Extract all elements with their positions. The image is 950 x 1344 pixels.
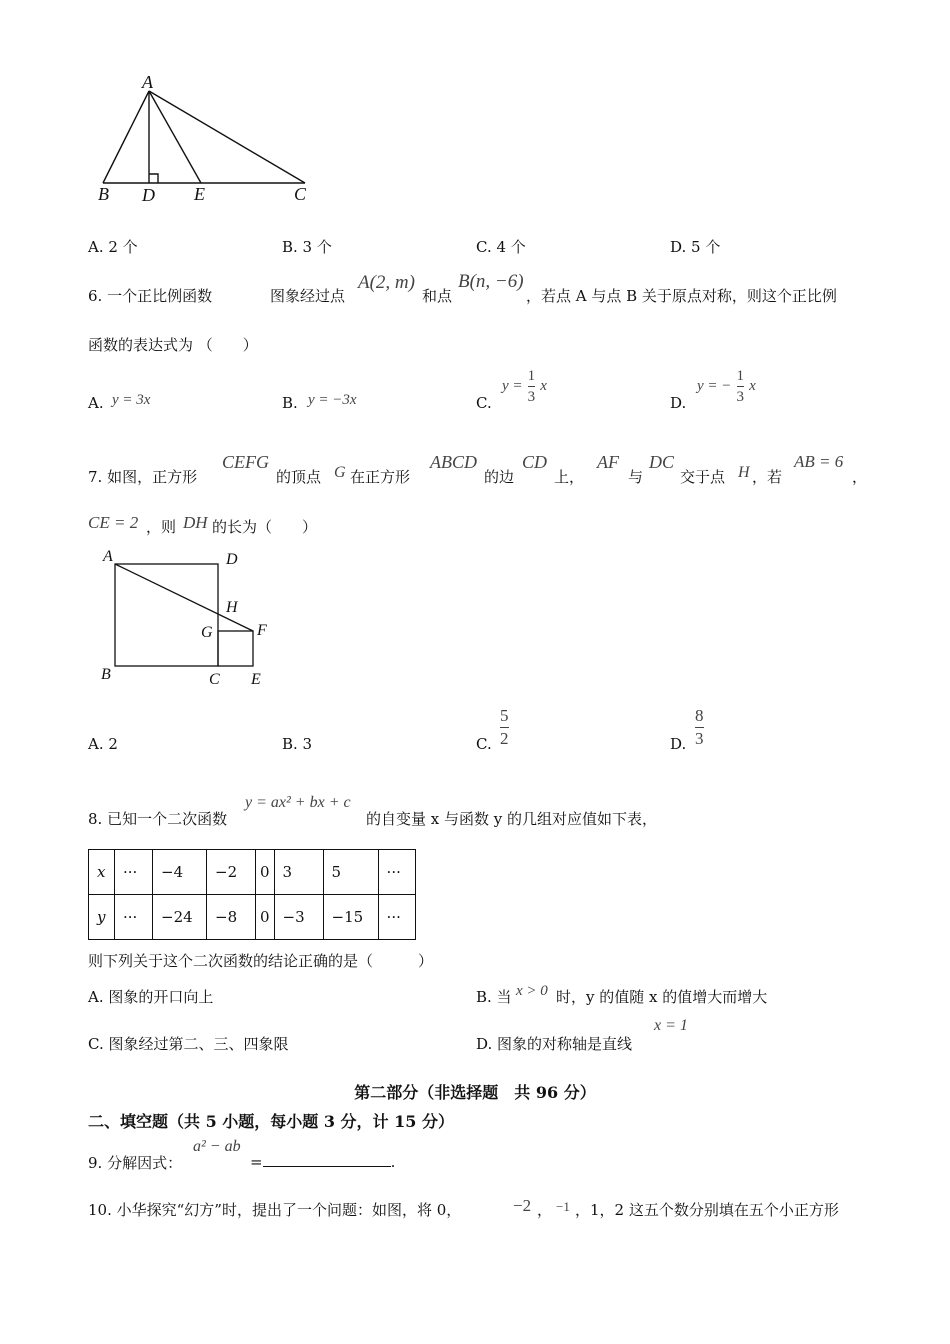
q7-option-c-label: C. bbox=[476, 735, 492, 753]
part2-heading: 第二部分（非选择题 共 96 分） bbox=[354, 1083, 596, 1102]
q5-option-b: B. 3 个 bbox=[282, 238, 332, 256]
q7-option-d-numerator: 8 bbox=[695, 706, 704, 725]
q7-text-3: 在正方形 bbox=[350, 468, 411, 486]
label-c: C bbox=[294, 184, 307, 204]
square-abcd bbox=[115, 564, 218, 666]
q6-option-c-var: x bbox=[540, 378, 547, 394]
q9-expr: a² − ab bbox=[193, 1138, 241, 1155]
table-cell: −24 bbox=[153, 895, 207, 940]
q6-option-c-lhs: y = bbox=[502, 378, 523, 394]
q6-option-b-expr: y = −3x bbox=[308, 392, 357, 408]
q7-math-h: H bbox=[738, 464, 750, 481]
answer-blank bbox=[263, 1152, 391, 1167]
q10-text-2: ， bbox=[537, 1201, 553, 1219]
q6-option-d-var: x bbox=[749, 378, 756, 394]
label-g: G bbox=[201, 624, 213, 641]
q6-option-d-label: D. bbox=[670, 394, 687, 412]
section-heading: 二、填空题（共 5 小题，每小题 3 分，计 15 分） bbox=[88, 1112, 454, 1131]
triangle-figure bbox=[90, 70, 330, 210]
q6-option-b-label: B. bbox=[282, 394, 298, 412]
label-b: B bbox=[101, 666, 111, 683]
q6-option-c-expr bbox=[502, 367, 547, 406]
q7-math-dc: DC bbox=[649, 452, 675, 472]
q7-option-d-label: D. bbox=[670, 735, 687, 753]
q8-function-expr: y = ax² + bx + c bbox=[245, 794, 351, 811]
q6-option-c-numerator: 1 bbox=[527, 368, 536, 384]
q7-text-2: 的顶点 bbox=[276, 468, 322, 486]
q7-math-af: AF bbox=[597, 452, 619, 472]
q7-math-ab6: AB = 6 bbox=[794, 452, 844, 471]
q7-text-8: ，若 bbox=[752, 468, 783, 486]
label-d: D bbox=[226, 551, 238, 568]
q9-text: 9. 分解因式： bbox=[88, 1154, 183, 1172]
table-cell: 0 bbox=[256, 895, 275, 940]
segment-ab bbox=[103, 91, 149, 183]
label-e: E bbox=[194, 184, 205, 204]
label-a: A bbox=[142, 72, 153, 92]
segment-ac bbox=[149, 91, 305, 183]
q7-text-9: ， bbox=[852, 468, 868, 486]
q8-text-2: 的自变量 x 与函数 y 的几组对应值如下表， bbox=[366, 810, 658, 828]
values-table bbox=[88, 849, 416, 940]
q6-option-d-lhs: y = − bbox=[697, 378, 732, 394]
q8-option-b-text-1: B. 当 bbox=[476, 988, 512, 1006]
q7-text-1: 7. 如图，正方形 bbox=[88, 468, 198, 486]
q6-option-c-denominator: 3 bbox=[527, 389, 536, 405]
q10-math-neg2: −2 bbox=[513, 1196, 532, 1215]
q7-option-d-fraction bbox=[695, 706, 704, 749]
q6-option-d-expr bbox=[697, 367, 756, 406]
q7-option-c-fraction bbox=[500, 706, 509, 749]
q8-option-a: A. 图象的开口向上 bbox=[88, 988, 214, 1006]
q6-option-c-label: C. bbox=[476, 394, 492, 412]
q6-point-b: B(n, −6) bbox=[458, 271, 524, 292]
label-a: A bbox=[103, 548, 113, 565]
squares-figure bbox=[90, 542, 290, 692]
q8-option-c: C. 图象经过第二、三、四象限 bbox=[88, 1035, 289, 1053]
table-row-x bbox=[89, 850, 416, 895]
q7-option-c-denominator: 2 bbox=[500, 729, 509, 748]
label-b: B bbox=[98, 184, 109, 204]
q6-text-1: 6. 一个正比例函数 bbox=[88, 287, 213, 305]
label-c: C bbox=[209, 671, 220, 688]
q7-math-dh: DH bbox=[183, 513, 208, 532]
q7-math-cd: CD bbox=[522, 452, 548, 472]
q8-question: 则下列关于这个二次函数的结论正确的是（ ） bbox=[88, 952, 434, 970]
table-cell: −15 bbox=[323, 895, 378, 940]
q7-option-d-denominator: 3 bbox=[695, 729, 704, 748]
q7-math-g: G bbox=[334, 464, 346, 481]
q7-line2-text-2: 的长为（ ） bbox=[212, 518, 318, 536]
right-angle-mark bbox=[149, 174, 158, 183]
q10-text-1: 10. 小华探究“幻方”时，提出了一个问题：如图，将 0， bbox=[88, 1201, 462, 1219]
table-cell: x bbox=[89, 850, 115, 895]
table-cell: 5 bbox=[323, 850, 378, 895]
q7-text-5: 上， bbox=[554, 468, 585, 486]
label-h: H bbox=[226, 599, 238, 616]
q5-option-c: C. 4 个 bbox=[476, 238, 526, 256]
table-row-y bbox=[89, 895, 416, 940]
table-cell: 3 bbox=[274, 850, 323, 895]
q7-option-c-numerator: 5 bbox=[500, 706, 509, 725]
q10-math-neg1: −1 bbox=[556, 1199, 570, 1214]
table-cell: −2 bbox=[207, 850, 256, 895]
table-cell: y bbox=[89, 895, 115, 940]
q7-text-7: 交于点 bbox=[680, 468, 726, 486]
q5-option-d: D. 5 个 bbox=[670, 238, 721, 256]
q7-option-b: B. 3 bbox=[282, 735, 313, 753]
table-cell: −8 bbox=[207, 895, 256, 940]
q7-option-a: A. 2 bbox=[88, 735, 118, 753]
q7-text-4: 的边 bbox=[484, 468, 515, 486]
q6-option-d-fraction bbox=[737, 367, 745, 406]
q8-option-b-math: x > 0 bbox=[516, 983, 548, 999]
table-cell: −3 bbox=[274, 895, 323, 940]
q6-line-2: 函数的表达式为 （ ） bbox=[88, 336, 258, 354]
q5-option-a: A. 2 个 bbox=[88, 238, 138, 256]
q7-math-abcd: ABCD bbox=[430, 452, 477, 472]
label-e: E bbox=[251, 671, 261, 688]
q7-line2-text: ，则 bbox=[146, 518, 177, 536]
q6-option-a-expr: y = 3x bbox=[112, 392, 151, 408]
q6-text-4: ，若点 A 与点 B 关于原点对称，则这个正比例 bbox=[526, 287, 837, 305]
q7-math-cefg: CEFG bbox=[222, 452, 269, 472]
table-cell: ··· bbox=[115, 850, 153, 895]
q6-point-a: A(2, m) bbox=[358, 272, 415, 293]
table-cell: ··· bbox=[378, 850, 415, 895]
table-cell: −4 bbox=[153, 850, 207, 895]
q8-option-b-text-2: 时，y 的值随 x 的值增大而增大 bbox=[556, 988, 768, 1006]
q8-option-d-text: D. 图象的对称轴是直线 bbox=[476, 1035, 633, 1053]
table-cell: ··· bbox=[115, 895, 153, 940]
q8-option-d-math: x = 1 bbox=[654, 1017, 688, 1034]
q6-option-c-fraction bbox=[528, 367, 536, 406]
table-cell: ··· bbox=[378, 895, 415, 940]
q10-text-3: ，1，2 这五个数分别填在五个小正方形 bbox=[575, 1201, 839, 1219]
q7-math-ce2: CE = 2 bbox=[88, 513, 139, 532]
label-f: F bbox=[257, 622, 267, 639]
q6-option-d-numerator: 1 bbox=[736, 368, 744, 384]
square-cefg bbox=[218, 631, 253, 666]
q6-option-a-label: A. bbox=[88, 394, 104, 412]
q6-text-3: 和点 bbox=[422, 287, 453, 305]
label-d: D bbox=[142, 185, 155, 205]
q9-equals: = . bbox=[250, 1153, 396, 1171]
table-cell: 0 bbox=[256, 850, 275, 895]
segment-af bbox=[115, 564, 253, 631]
q7-text-6: 与 bbox=[628, 468, 644, 486]
segment-ae bbox=[149, 91, 201, 183]
q6-text-2: 图象经过点 bbox=[270, 287, 346, 305]
q6-option-d-denominator: 3 bbox=[736, 389, 744, 405]
q8-text-1: 8. 已知一个二次函数 bbox=[88, 810, 228, 828]
